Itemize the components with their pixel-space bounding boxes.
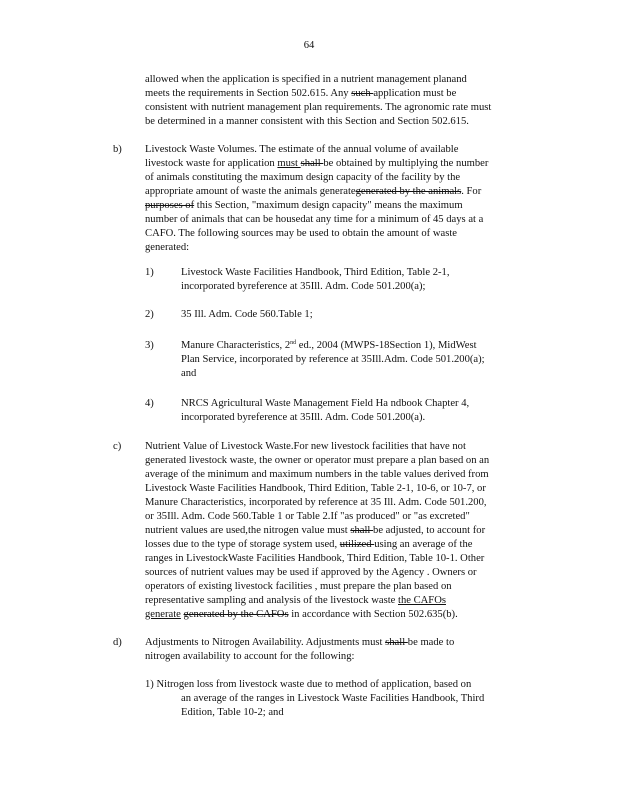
section-b-line	[145, 199, 541, 213]
intro-line: allowed when the application is specified in a nutrient management planand	[145, 74, 467, 85]
list-item	[181, 308, 511, 322]
inserted-text: the CAFOs	[398, 595, 446, 606]
intro-line: consistent with nutrient management plan requirements. The agronomic rate must	[145, 102, 492, 113]
list-item-marker: 3)	[145, 340, 154, 351]
section-b-line	[145, 185, 541, 199]
section-c-line: sources of nutrient values may be used if approved by the Agency . Owners or	[145, 567, 477, 578]
list-item-line: 35 Ill. Adm. Code 560.Table 1;	[181, 309, 313, 320]
list-item-line: and	[181, 368, 197, 379]
list-item-line: Livestock Waste Facilities Handbook, Third Edition, Table 2-1,	[181, 267, 450, 278]
text-run: this Section, "maximum design capacity" means the maximum	[194, 200, 463, 211]
list-item-line: NRCS Agricultural Waste Management Field Ha ndbook Chapter 4,	[181, 398, 470, 409]
list-item	[181, 397, 511, 425]
text-run: application must be	[373, 88, 457, 99]
deleted-text: shall	[350, 525, 374, 536]
section-d-line: nitrogen availability to account for the following:	[145, 651, 355, 662]
text-run: meets the requirements in Section 502.615. Any	[145, 88, 352, 99]
section-c-line: ranges in LivestockWaste Facilities Handbook, Third Edition, Table 10-1. Other	[145, 553, 485, 564]
section-d-marker: d)	[113, 637, 122, 648]
intro-line: be determined in a manner consistent with this Section and Section 502.615.	[145, 116, 469, 127]
text-run: representative sampling and analysis of the livestock waste	[145, 595, 398, 606]
section-c-paragraph	[145, 440, 541, 622]
section-c-line	[145, 524, 541, 538]
intro-line	[145, 87, 541, 101]
section-d-line	[145, 636, 541, 650]
text-run: be obtained by multiplying the number	[323, 158, 489, 169]
section-c-line: Livestock Waste Facilities Handbook, Third Edition, Table 2-1, 10-6, or 10-7, or	[145, 483, 486, 494]
section-c-line	[145, 608, 541, 622]
section-c-line	[145, 594, 541, 608]
text-run: livestock waste for application	[145, 158, 278, 169]
list-item-marker: 1)	[145, 267, 154, 278]
section-c-line: or 35Ill. Adm. Code 560.Table 1 or Table 2.If "as produced" or "as excreted"	[145, 511, 470, 522]
list-item-line: incorporated byreference at 35Ill. Adm. Code 501.200(a);	[181, 281, 426, 292]
text-run: losses due to the type of storage system used,	[145, 539, 340, 550]
section-c-line: average of the minimum and maximum numbers in the table values derived from	[145, 469, 489, 480]
list-item-line: Plan Service, incorporated by reference at 35Ill.Adm. Code 501.200(a);	[181, 354, 485, 365]
section-d-item-line: 1) Nitrogen loss from livestock waste due to method of application, based on	[145, 679, 472, 690]
page-number: 64	[303, 40, 315, 51]
section-b-line: generated:	[145, 242, 190, 253]
list-item	[181, 266, 511, 294]
section-d-paragraph	[145, 636, 541, 664]
deleted-text: shall	[385, 637, 408, 648]
section-c-line: Nutrient Value of Livestock Waste.For new livestock facilities that have not	[145, 441, 466, 452]
text-run: be adjusted, to account for	[373, 525, 486, 536]
list-item-marker: 4)	[145, 398, 154, 409]
deleted-text: generated by the CAFOs	[183, 609, 289, 620]
text-run: be made to	[407, 637, 455, 648]
section-b-line	[145, 157, 541, 171]
intro-paragraph	[145, 73, 541, 129]
deleted-text: generated by the animals	[355, 186, 462, 197]
list-item	[181, 339, 511, 381]
list-item-line: incorporated byreference at 35Ill. Adm. Code 501.200(a).	[181, 412, 426, 423]
section-d-item-line: an average of the ranges in Livestock Waste Facilities Handbook, Third	[181, 693, 485, 704]
text-run: appropriate amount of waste the animals generate	[145, 186, 356, 197]
text-run: in accordance with Section 502.635(b).	[288, 609, 458, 620]
section-d-item	[145, 678, 541, 720]
superscript: nd	[290, 340, 297, 346]
list-item-marker: 2)	[145, 309, 154, 320]
deleted-text: purposes of	[145, 200, 195, 211]
list-item-line	[181, 339, 511, 353]
deleted-text: shall	[300, 158, 324, 169]
text-run: ed., 2004 (MWPS-18Section 1), MidWest	[296, 340, 477, 351]
section-b-line: of animals constituting the maximum design capacity of the facility by the	[145, 172, 461, 183]
text-run: Adjustments to Nitrogen Availability. Adjustments must	[145, 637, 386, 648]
deleted-text: utilized	[339, 539, 375, 550]
section-c-line: operators of existing livestock facilities , must prepare the plan based on	[145, 581, 452, 592]
inserted-text: generate	[145, 609, 181, 620]
text-run: nutrient values are used,the nitrogen value must	[145, 525, 351, 536]
section-d-item-line: Edition, Table 10-2; and	[181, 707, 284, 718]
deleted-text: such	[351, 88, 374, 99]
section-b-marker: b)	[113, 144, 122, 155]
section-b-line: CAFO. The following sources may be used to obtain the amount of waste	[145, 228, 457, 239]
inserted-text: must	[277, 158, 301, 169]
section-c-line	[145, 538, 541, 552]
text-run: using an average of the	[374, 539, 473, 550]
text-run: . For	[461, 186, 482, 197]
section-c-line: Manure Characteristics, incorporated by reference at 35 Ill. Adm. Code 501.200,	[145, 497, 487, 508]
section-b-paragraph	[145, 143, 541, 255]
section-c-marker: c)	[113, 441, 122, 452]
section-b-line: Livestock Waste Volumes. The estimate of the annual volume of available	[145, 144, 459, 155]
text-run: Manure Characteristics, 2	[181, 340, 291, 351]
section-c-line: generated livestock waste, the owner or operator must prepare a plan based on an	[145, 455, 490, 466]
section-b-line: number of animals that can be housedat any time for a minimum of 45 days at a	[145, 214, 484, 225]
